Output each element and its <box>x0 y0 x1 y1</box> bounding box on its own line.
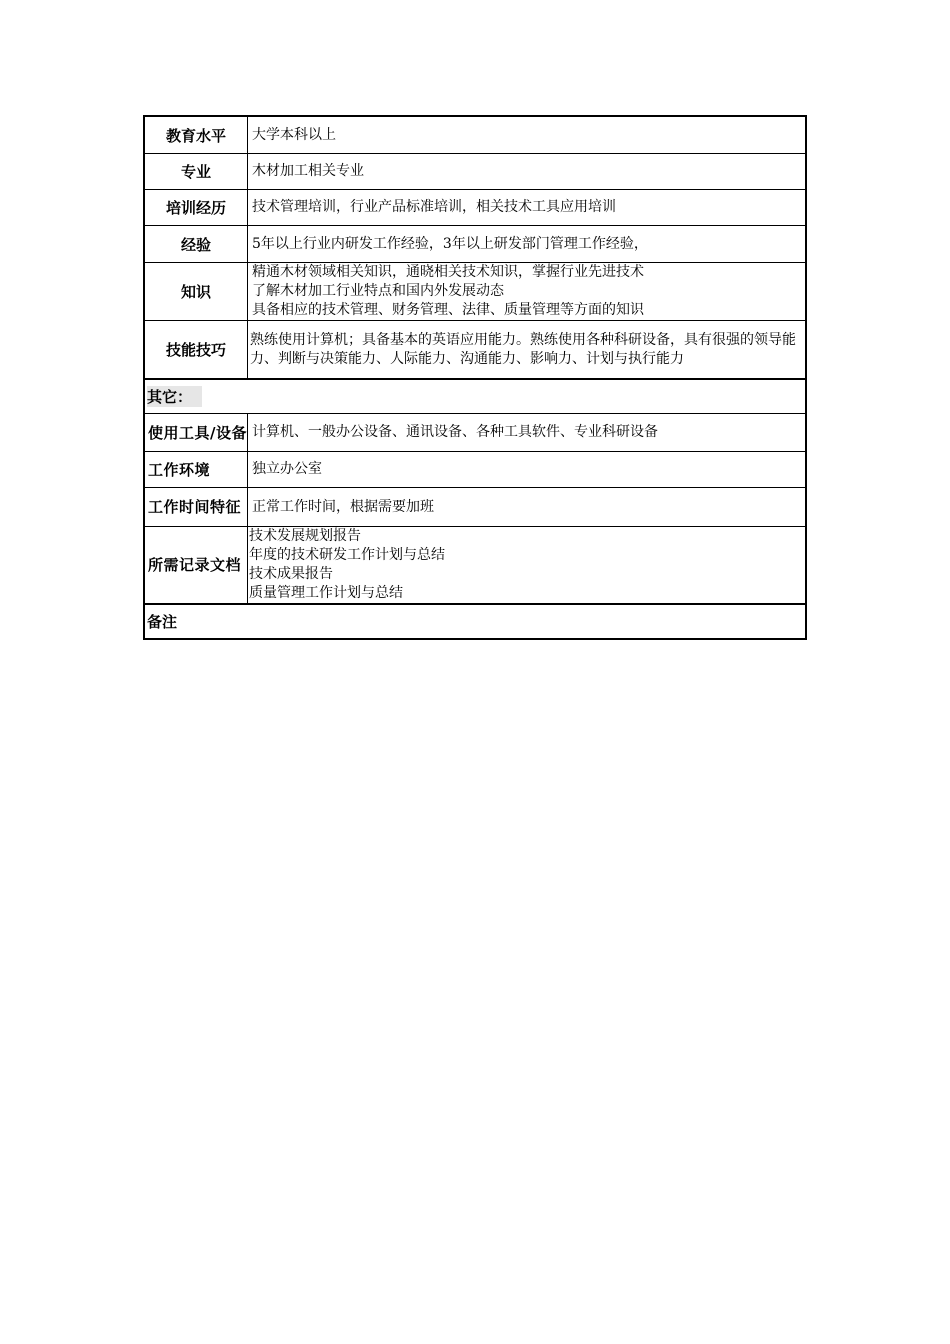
tools-cell <box>248 414 805 451</box>
document-item: 技术发展规划报告 <box>249 528 361 544</box>
training-row <box>145 189 805 225</box>
work-time-row <box>145 487 805 526</box>
knowledge-line: 了解木材加工行业特点和国内外发展动态 <box>252 283 504 299</box>
job-description-table <box>143 115 807 640</box>
remarks-row <box>145 603 805 638</box>
education-row <box>145 117 805 153</box>
skills-cell <box>248 321 805 378</box>
skills-value: 熟练使用计算机；具备基本的英语应用能力。熟练使用各种科研设备，具有很强的领导能力、判断与决策能力、人际能力、沟通能力、影响力、计划与执行能力 <box>250 331 796 367</box>
knowledge-label: 知识 <box>145 263 248 320</box>
environment-label: 工作环境 <box>145 452 248 487</box>
documents-cell <box>248 527 805 603</box>
knowledge-cell <box>248 263 805 320</box>
experience-row <box>145 225 805 262</box>
remarks-label: 备注 <box>147 613 178 631</box>
document-item: 技术成果报告 <box>249 566 333 582</box>
education-value: 大学本科以上 <box>252 126 336 143</box>
experience-label: 经验 <box>145 226 248 262</box>
knowledge-line: 具备相应的技术管理、财务管理、法律、质量管理等方面的知识 <box>252 302 644 318</box>
environment-row <box>145 451 805 487</box>
knowledge-line: 精通木材领域相关知识，通晓相关技术知识，掌握行业先进技术 <box>252 264 644 280</box>
training-value: 技术管理培训，行业产品标准培训，相关技术工具应用培训 <box>252 199 616 215</box>
major-cell <box>248 154 805 189</box>
tools-row <box>145 413 805 451</box>
tools-value: 计算机、一般办公设备、通讯设备、各种工具软件、专业科研设备 <box>252 424 658 440</box>
major-label: 专业 <box>145 154 248 189</box>
major-value: 木材加工相关专业 <box>252 163 364 179</box>
training-cell <box>248 190 805 225</box>
work-time-label: 工作时间特征 <box>145 488 248 526</box>
other-heading-cell <box>145 380 805 413</box>
documents-row <box>145 526 805 603</box>
environment-value: 独立办公室 <box>252 461 322 477</box>
document-item: 年度的技术研发工作计划与总结 <box>249 547 445 563</box>
skills-label: 技能技巧 <box>145 321 248 378</box>
training-label: 培训经历 <box>145 190 248 225</box>
education-label: 教育水平 <box>145 117 248 153</box>
other-heading: 其它： <box>147 386 202 407</box>
document-item: 质量管理工作计划与总结 <box>249 585 403 601</box>
skills-row <box>145 320 805 378</box>
documents-label: 所需记录文档 <box>145 527 248 603</box>
tools-label: 使用工具/设备 <box>145 414 248 451</box>
education-cell <box>248 117 805 153</box>
other-heading-row <box>145 378 805 413</box>
environment-cell <box>248 452 805 487</box>
knowledge-row <box>145 262 805 320</box>
work-time-value: 正常工作时间，根据需要加班 <box>252 498 434 515</box>
experience-value: 5年以上行业内研发工作经验，3年以上研发部门管理工作经验， <box>252 235 648 252</box>
work-time-cell <box>248 488 805 526</box>
major-row <box>145 153 805 189</box>
experience-cell <box>248 226 805 262</box>
